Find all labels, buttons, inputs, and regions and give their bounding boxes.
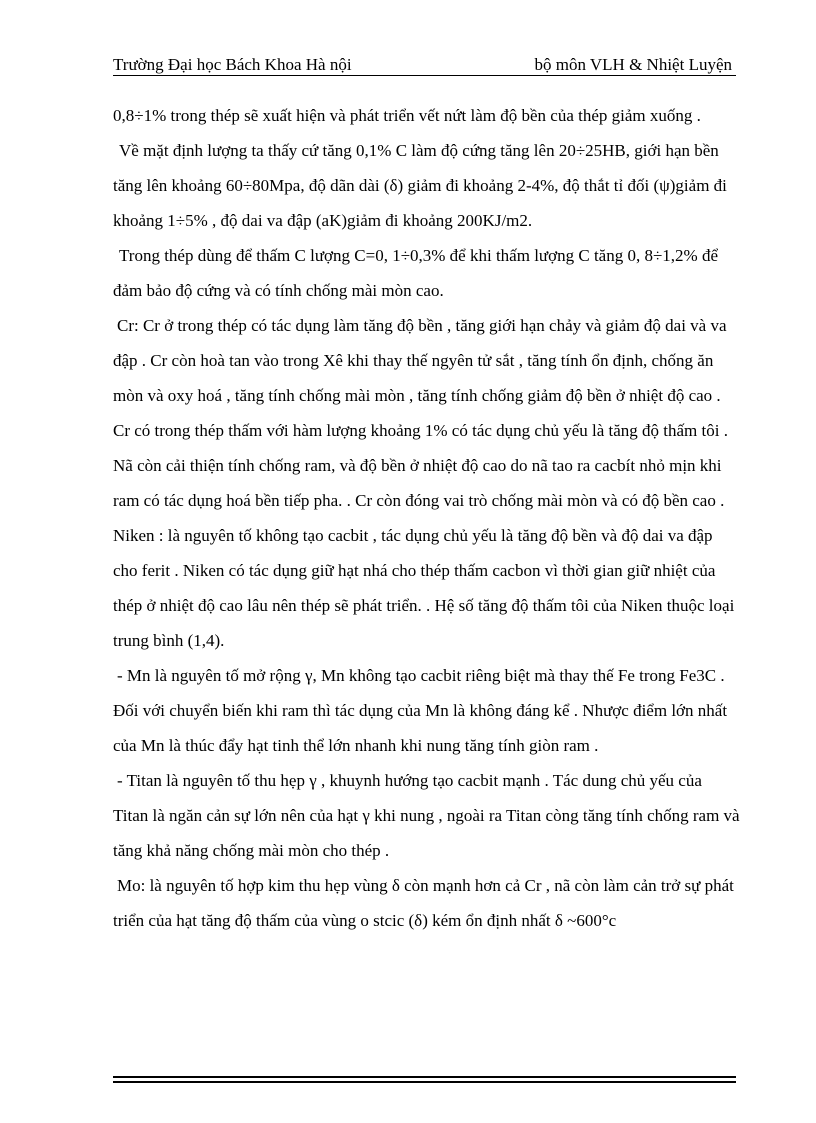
paragraph-7: - Titan là nguyên tố thu hẹp γ , khuynh hướng tạo cacbit mạnh . Tác dung chủ yếu của Titan là ngăn cản sự lớn nên của hạt γ khi nung , ngoài ra Titan còng tăng tính chống ram và tăng khả năng chống mài mòn cho thép . xyxy=(113,771,740,860)
paragraph-8: Mo: là nguyên tố hợp kim thu hẹp vùng δ còn mạnh hơn cả Cr , nã còn làm cản trở sự phát triển của hạt tăng độ thấm của vùng o stcic (δ) kém ổn định nhất δ ~600°c xyxy=(113,876,734,930)
paragraph-5: Niken : là nguyên tố không tạo cacbit , tác dụng chủ yếu là tăng độ bền và độ dai va đập cho ferit . Niken có tác dụng giữ hạt nhá cho thép thấm cacbon vì thời gian giữ nhiệt của thép ở nhiệt độ cao lâu nên thép sẽ phát triển. . Hệ số tăng độ thấm tôi của Niken thuộc loại trung bình (1,4). xyxy=(113,526,735,650)
paragraph-2: Về mặt định lượng ta thấy cứ tăng 0,1% C làm độ cứng tăng lên 20÷25HB, giới hạn bền tăng lên khoảng 60÷80Mpa, độ dãn dài (δ) giảm đi khoảng 2-4%, độ thắt tỉ đối (ψ)giảm đi khoảng 1÷5% , độ dai va đập (aK)giảm đi khoảng 200KJ/m2. xyxy=(113,141,727,230)
page-header xyxy=(113,50,736,76)
footer-rule-top xyxy=(113,1076,736,1078)
paragraph-6: - Mn là nguyên tố mở rộng γ, Mn không tạo cacbit riêng biệt mà thay thế Fe trong Fe3C . Đối với chuyển biến khi ram thì tác dụng của Mn là không đáng kể . Nhược điểm lớn nhất của Mn là thúc đẩy hạt tinh thể lớn nhanh khi nung tăng tính giòn ram . xyxy=(113,666,728,755)
header-rule xyxy=(113,75,736,76)
header-university: Trường Đại học Bách Khoa Hà nội xyxy=(113,55,352,74)
footer-rule-bottom xyxy=(113,1081,736,1083)
header-department: bộ môn VLH & Nhiệt Luyện xyxy=(534,55,732,74)
paragraph-4: Cr: Cr ở trong thép có tác dụng làm tăng độ bền , tăng giới hạn chảy và giảm độ dai và va đập . Cr còn hoà tan vào trong Xê khi thay thế ngyên tử sắt , tăng tính ổn định, chống ăn mòn và oxy hoá , tăng tính chống mài mòn , tăng tính chống giảm độ bền ở nhiệt độ cao . Cr có trong thép thấm với hàm lượng khoảng 1% có tác dụng chủ yếu là tăng độ thấm tôi . Nã còn cải thiện tính chống ram, và độ bền ở nhiệt độ cao do nã tao ra cacbít nhỏ mịn khi ram có tác dụng hoá bền tiếp pha. . Cr còn đóng vai trò chống mài mòn và có độ bền cao . xyxy=(113,316,728,510)
paragraph-1: 0,8÷1% trong thép sẽ xuất hiện và phát triển vết nứt làm độ bền của thép giảm xuống . xyxy=(113,106,701,125)
paragraph-3: Trong thép dùng để thấm C lượng C=0, 1÷0,3% để khi thấm lượng C tăng 0, 8÷1,2% để đảm bảo độ cứng và có tính chống mài mòn cao. xyxy=(113,246,719,300)
document-body xyxy=(113,98,741,938)
